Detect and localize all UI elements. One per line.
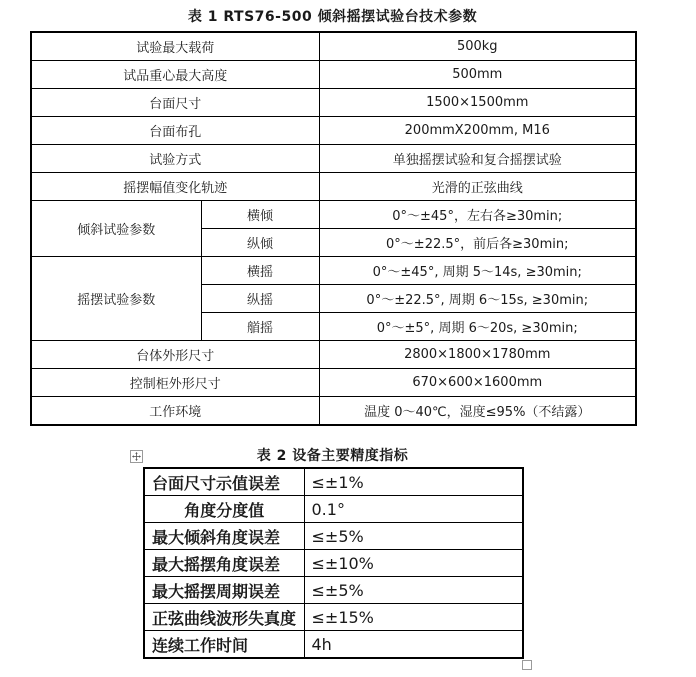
table2-precision <box>143 467 524 659</box>
t1-value-cell: 200mmX200mm, M16 <box>319 117 636 145</box>
t1-value-cell: 0°～±5°, 周期 6～20s, ≥30min; <box>319 313 636 341</box>
t1-label-cell: 台面尺寸 <box>31 89 319 117</box>
t1-label-cell: 工作环境 <box>31 397 319 426</box>
t1-value-cell: 0°～±45°，左右各≥30min; <box>319 201 636 229</box>
table2-caption: 表 2 设备主要精度指标 <box>256 448 409 464</box>
t1-value-cell: 2800×1800×1780mm <box>319 341 636 369</box>
t2-value-cell: 0.1° <box>304 496 523 523</box>
t2-label-cell: 正弦曲线波形失真度 <box>144 604 304 631</box>
table-row <box>31 201 636 229</box>
t1-label-cell: 台面布孔 <box>31 117 319 145</box>
t2-label-cell: 连续工作时间 <box>144 631 304 659</box>
table-row <box>31 89 636 117</box>
t1-value-cell: 500mm <box>319 61 636 89</box>
table-move-icon[interactable] <box>130 450 143 463</box>
t2-label-cell: 最大倾斜角度误差 <box>144 523 304 550</box>
table1-caption: 表 1 RTS76-500 倾斜摇摆试验台技术参数 <box>187 9 478 25</box>
move-arrows-glyph <box>132 452 141 461</box>
table-row <box>31 117 636 145</box>
table-row <box>144 577 523 604</box>
t1-sub-label-cell: 纵倾 <box>201 229 319 257</box>
table-row <box>31 145 636 173</box>
table-row <box>144 631 523 659</box>
table-row <box>144 604 523 631</box>
t2-value-cell: ≤±5% <box>304 577 523 604</box>
t1-label-cell: 台体外形尺寸 <box>31 341 319 369</box>
t1-label-cell: 试品重心最大高度 <box>31 61 319 89</box>
t1-label-cell: 试验方式 <box>31 145 319 173</box>
table-row <box>31 341 636 369</box>
t2-label-cell: 最大摇摆周期误差 <box>144 577 304 604</box>
table-row <box>144 468 523 496</box>
t1-label-cell: 摇摆幅值变化轨迹 <box>31 173 319 201</box>
table-row <box>144 496 523 523</box>
table1-specs <box>30 31 637 426</box>
t2-value-cell: ≤±5% <box>304 523 523 550</box>
t2-label-cell: 台面尺寸示值误差 <box>144 468 304 496</box>
table-row <box>31 397 636 426</box>
t1-value-cell: 温度 0～40℃，湿度≤95%（不结露） <box>319 397 636 426</box>
t1-group-cell: 倾斜试验参数 <box>31 201 201 257</box>
t1-label-cell: 控制柜外形尺寸 <box>31 369 319 397</box>
t2-value-cell: ≤±15% <box>304 604 523 631</box>
table-row <box>31 61 636 89</box>
t1-value-cell: 0°～±22.5°，前后各≥30min; <box>319 229 636 257</box>
table-row <box>144 523 523 550</box>
t1-sub-label-cell: 艏摇 <box>201 313 319 341</box>
t1-sub-label-cell: 横倾 <box>201 201 319 229</box>
t2-label-cell: 角度分度值 <box>144 496 304 523</box>
table-row <box>144 550 523 577</box>
table-row <box>31 257 636 285</box>
t1-sub-label-cell: 横摇 <box>201 257 319 285</box>
t1-group-cell: 摇摆试验参数 <box>31 257 201 341</box>
t1-label-cell: 试验最大载荷 <box>31 32 319 61</box>
t1-value-cell: 0°～±45°, 周期 5～14s, ≥30min; <box>319 257 636 285</box>
t2-value-cell: 4h <box>304 631 523 659</box>
table2-body <box>144 468 523 658</box>
table1-body <box>31 32 636 425</box>
t1-sub-label-cell: 纵摇 <box>201 285 319 313</box>
table-row <box>31 32 636 61</box>
table-row <box>31 173 636 201</box>
t1-value-cell: 光滑的正弦曲线 <box>319 173 636 201</box>
table-row <box>31 369 636 397</box>
t1-value-cell: 500kg <box>319 32 636 61</box>
t1-value-cell: 单独摇摆试验和复合摇摆试验 <box>319 145 636 173</box>
t2-label-cell: 最大摇摆角度误差 <box>144 550 304 577</box>
t1-value-cell: 670×600×1600mm <box>319 369 636 397</box>
table-resize-icon[interactable] <box>522 660 532 670</box>
t2-value-cell: ≤±1% <box>304 468 523 496</box>
t2-value-cell: ≤±10% <box>304 550 523 577</box>
t1-value-cell: 0°～±22.5°, 周期 6～15s, ≥30min; <box>319 285 636 313</box>
t1-value-cell: 1500×1500mm <box>319 89 636 117</box>
